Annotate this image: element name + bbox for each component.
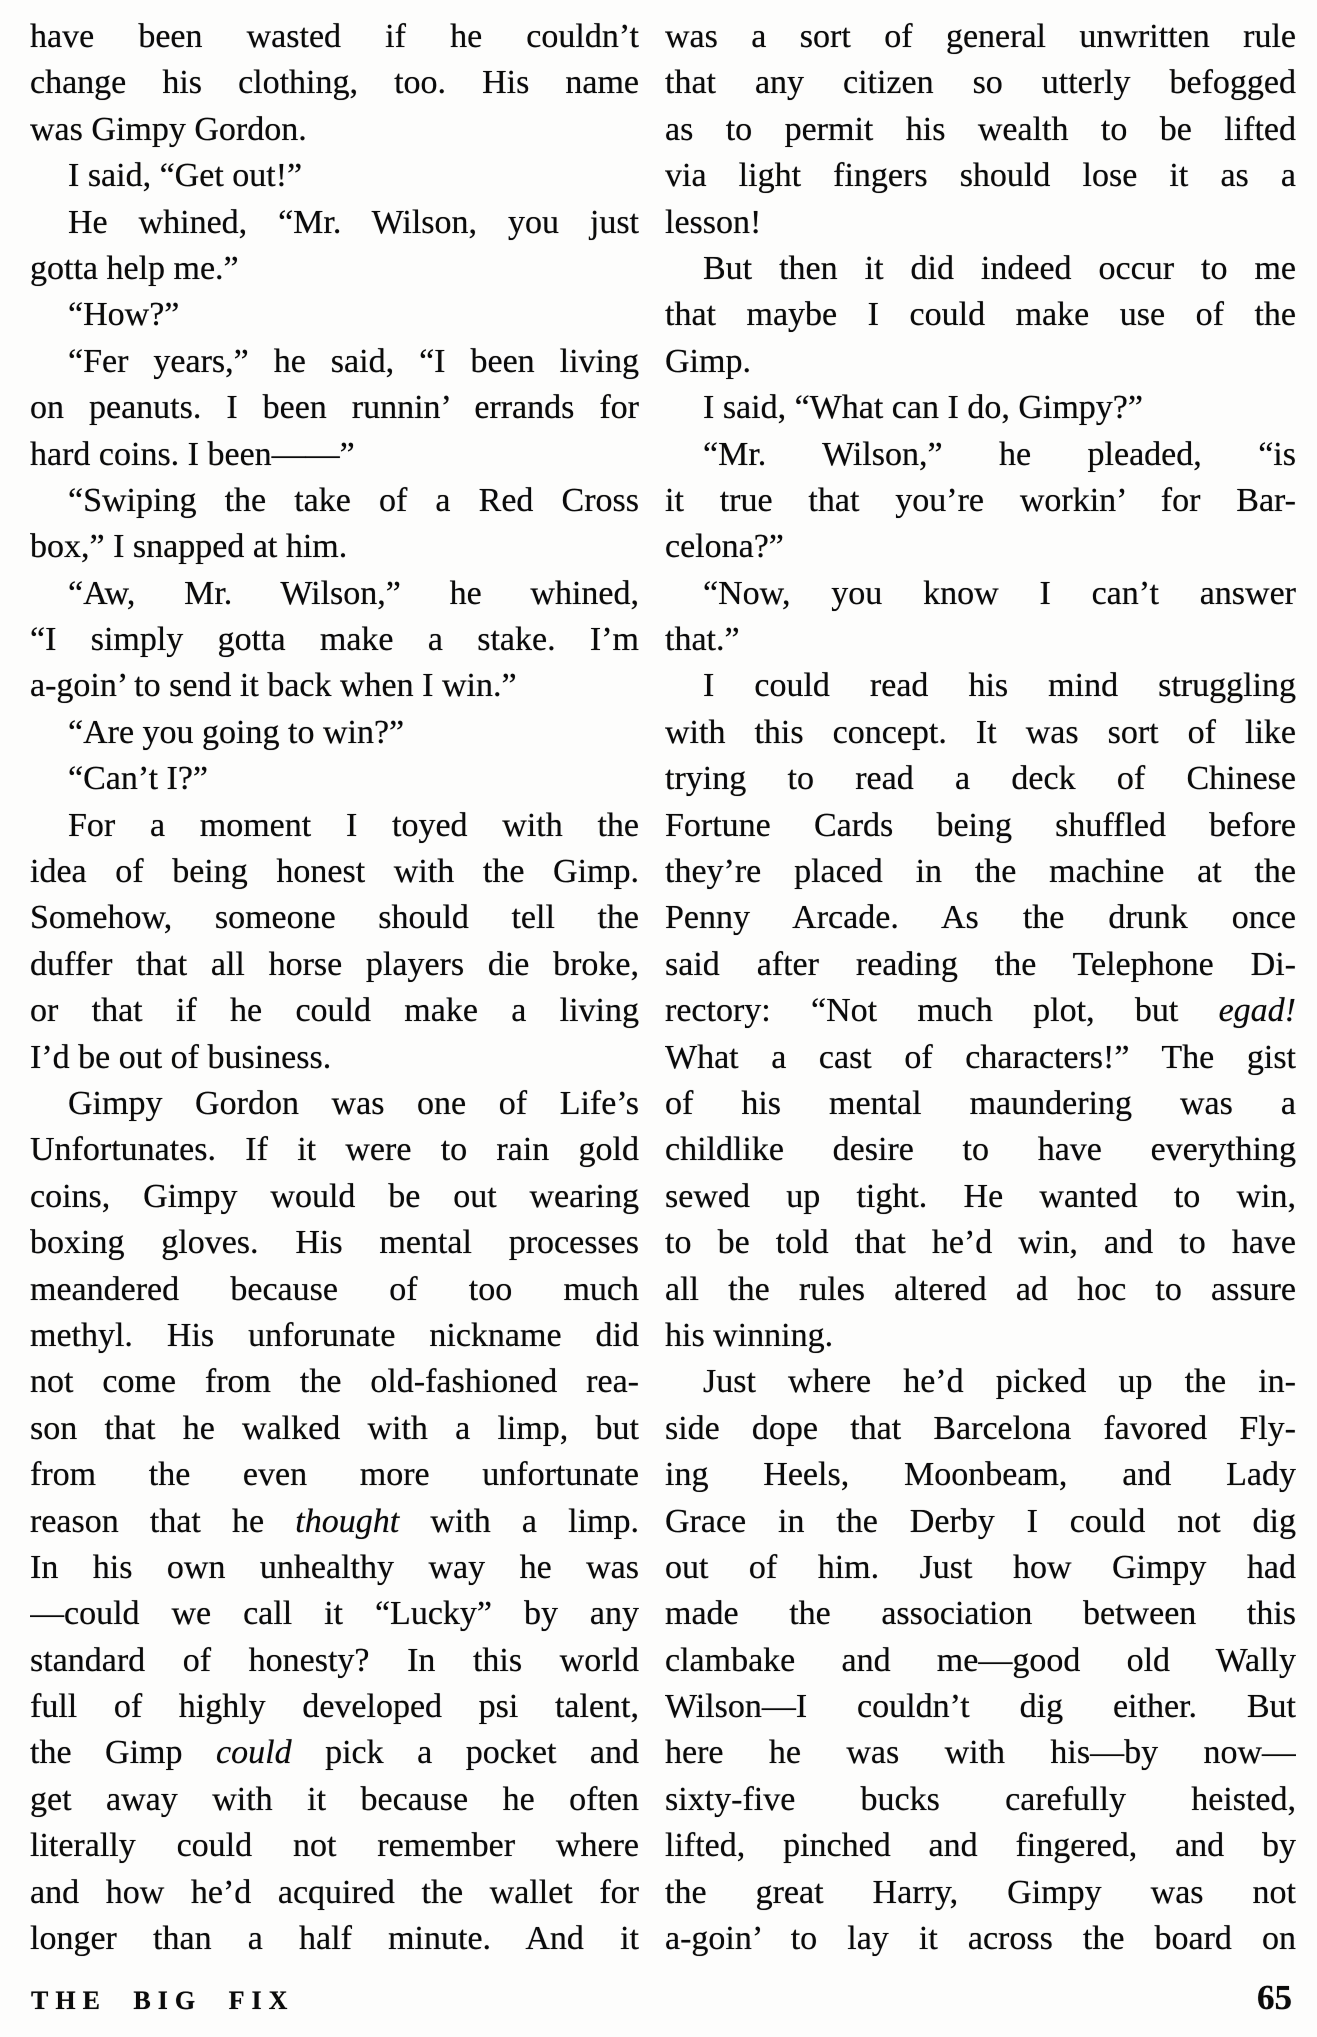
text-line: longer than a half minute. And it bbox=[30, 1920, 639, 1958]
text-line: they’re placed in the machine at the bbox=[665, 853, 1296, 891]
text-line: not come from the old-fashioned rea- bbox=[30, 1363, 639, 1401]
text-line: methyl. His unforunate nickname did bbox=[30, 1316, 639, 1354]
text-line: was Gimpy Gordon. bbox=[30, 110, 307, 148]
text-line: I said, “What can I do, Gimpy?” bbox=[703, 389, 1143, 427]
text-line: celona?” bbox=[665, 528, 784, 566]
text-line: idea of being honest with the Gimp. bbox=[30, 853, 639, 891]
text-line: sixty-five bucks carefully heisted, bbox=[665, 1780, 1296, 1818]
text-line: Somehow, someone should tell the bbox=[30, 899, 639, 937]
text-line: He whined, “Mr. Wilson, you just bbox=[68, 203, 639, 241]
page-footer bbox=[31, 1978, 1292, 2018]
text-line: son that he walked with a limp, but bbox=[30, 1409, 639, 1447]
text-line: —could we call it “Lucky” by any bbox=[30, 1595, 639, 1633]
text-line: “How?” bbox=[68, 296, 180, 334]
text-line: gotta help me.” bbox=[30, 249, 239, 287]
text-line: get away with it because he often bbox=[30, 1780, 639, 1818]
text-line: “I simply gotta make a stake. I’m bbox=[30, 621, 639, 659]
text-line: coins, Gimpy would be out wearing bbox=[30, 1177, 639, 1215]
text-line: said after reading the Telephone Di- bbox=[665, 945, 1296, 983]
text-line: full of highly developed psi talent, bbox=[30, 1688, 639, 1726]
text-line: his winning. bbox=[665, 1316, 834, 1354]
text-line: rectory: “Not much plot, but egad! bbox=[665, 992, 1296, 1030]
text-line: or that if he could make a living bbox=[30, 992, 639, 1030]
text-line: Just where he’d picked up the in- bbox=[703, 1363, 1296, 1401]
text-line: childlike desire to have everything bbox=[665, 1131, 1296, 1169]
text-line: reason that he thought with a limp. bbox=[30, 1502, 639, 1540]
text-line: What a cast of characters!” The gist bbox=[665, 1038, 1296, 1076]
text-line: Unfortunates. If it were to rain gold bbox=[30, 1131, 639, 1169]
text-line: here he was with his—by now— bbox=[665, 1734, 1296, 1772]
text-line: that any citizen so utterly befogged bbox=[665, 64, 1296, 102]
text-line: ing Heels, Moonbeam, and Lady bbox=[665, 1456, 1296, 1494]
text-line: to be told that he’d win, and to have bbox=[665, 1224, 1296, 1262]
text-line: trying to read a deck of Chinese bbox=[665, 760, 1296, 798]
text-line: Gimp. bbox=[665, 342, 751, 380]
text-line: sewed up tight. He wanted to win, bbox=[665, 1177, 1296, 1215]
text-line: “Now, you know I can’t answer bbox=[703, 574, 1296, 612]
text-line: In his own unhealthy way he was bbox=[30, 1548, 639, 1586]
text-line: duffer that all horse players die broke, bbox=[30, 945, 639, 983]
text-line: a-goin’ to lay it across the board on bbox=[665, 1920, 1296, 1958]
text-line: side dope that Barcelona favored Fly- bbox=[665, 1409, 1296, 1447]
text-line: boxing gloves. His mental processes bbox=[30, 1224, 639, 1262]
text-line: and how he’d acquired the wallet for bbox=[30, 1873, 639, 1911]
text-line: a-goin’ to send it back when I win.” bbox=[30, 667, 517, 705]
text-columns bbox=[30, 14, 1296, 1962]
text-line: standard of honesty? In this world bbox=[30, 1641, 639, 1679]
text-line: it true that you’re workin’ for Bar- bbox=[665, 481, 1296, 519]
text-line: as to permit his wealth to be lifted bbox=[665, 110, 1296, 148]
text-line: the great Harry, Gimpy was not bbox=[665, 1873, 1296, 1911]
text-line: lifted, pinched and fingered, and by bbox=[665, 1827, 1296, 1865]
text-line: from the even more unfortunate bbox=[30, 1456, 639, 1494]
text-line: I said, “Get out!” bbox=[68, 157, 303, 195]
text-line: made the association between this bbox=[665, 1595, 1296, 1633]
text-line: have been wasted if he couldn’t bbox=[30, 18, 639, 55]
text-line: lesson! bbox=[665, 203, 762, 241]
text-line: change his clothing, too. His name bbox=[30, 64, 639, 102]
text-line: out of him. Just how Gimpy had bbox=[665, 1548, 1296, 1586]
page-number: 65 bbox=[1257, 1978, 1292, 2017]
text-line: via light fingers should lose it as a bbox=[665, 157, 1296, 195]
text-line: Grace in the Derby I could not dig bbox=[665, 1502, 1296, 1540]
text-line: “Swiping the take of a Red Cross bbox=[68, 481, 639, 519]
text-line: Penny Arcade. As the drunk once bbox=[665, 899, 1296, 937]
text-line: I could read his mind struggling bbox=[703, 667, 1296, 705]
text-line: “Aw, Mr. Wilson,” he whined, bbox=[68, 574, 639, 612]
text-line: I’d be out of business. bbox=[30, 1038, 332, 1076]
text-line: Gimpy Gordon was one of Life’s bbox=[68, 1084, 639, 1122]
text-line: the Gimp could pick a pocket and bbox=[30, 1734, 639, 1772]
text-line: Wilson—I couldn’t dig either. But bbox=[665, 1688, 1296, 1726]
text-line: with this concept. It was sort of like bbox=[665, 713, 1296, 751]
text-line: hard coins. I been——” bbox=[30, 435, 355, 473]
text-line: box,” I snapped at him. bbox=[30, 528, 348, 566]
text-line: of his mental maundering was a bbox=[665, 1084, 1296, 1122]
text-line: that maybe I could make use of the bbox=[665, 296, 1296, 334]
text-column-right bbox=[665, 14, 1296, 1962]
text-line: “Fer years,” he said, “I been living bbox=[68, 342, 639, 380]
text-line: on peanuts. I been runnin’ errands for bbox=[30, 389, 639, 427]
text-line: was a sort of general unwritten rule bbox=[665, 18, 1296, 55]
text-column-left bbox=[30, 14, 639, 1962]
text-line: meandered because of too much bbox=[30, 1270, 639, 1308]
text-line: that.” bbox=[665, 621, 740, 659]
text-line: all the rules altered ad hoc to assure bbox=[665, 1270, 1296, 1308]
text-line: Fortune Cards being shuffled before bbox=[665, 806, 1296, 844]
text-line: “Are you going to win?” bbox=[68, 713, 405, 751]
text-line: But then it did indeed occur to me bbox=[703, 249, 1296, 287]
text-line: For a moment I toyed with the bbox=[68, 806, 639, 844]
text-line: “Mr. Wilson,” he pleaded, “is bbox=[703, 435, 1296, 473]
text-line: “Can’t I?” bbox=[68, 760, 209, 798]
running-title: THE BIG FIX bbox=[31, 1986, 295, 2015]
text-line: literally could not remember where bbox=[30, 1827, 639, 1865]
text-line: clambake and me—good old Wally bbox=[665, 1641, 1296, 1679]
